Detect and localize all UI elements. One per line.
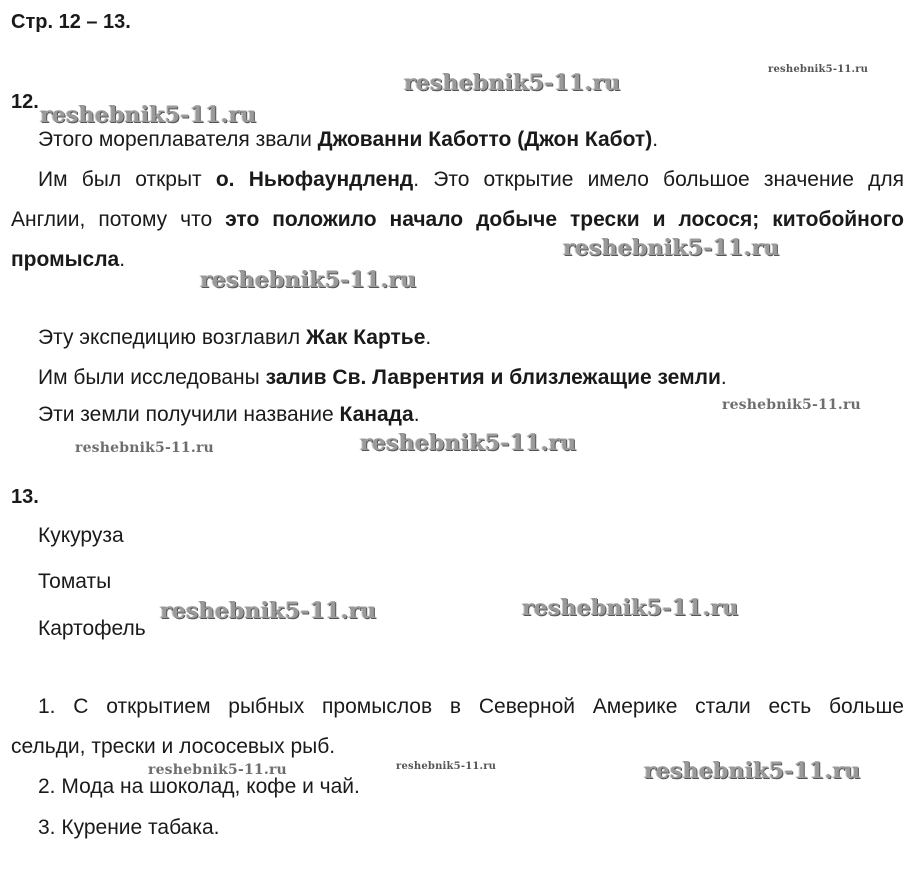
answer-bold: Джованни Каботто (Джон Кабот)	[317, 128, 653, 151]
answer-bold: Жак Картье	[305, 326, 426, 349]
watermark: reshebnik5-11.ru	[722, 397, 861, 413]
watermark: reshebnik5-11.ru	[148, 762, 287, 778]
text: Эту экспедицию возглавил	[38, 326, 306, 349]
watermark: reshebnik5-11.ru	[200, 267, 417, 293]
text: .	[413, 403, 420, 426]
task-13-answer-2: 2. Мода на шоколад, кофе и чай.	[38, 775, 360, 798]
task-12-paragraph-5	[38, 403, 420, 427]
task-13-answer-1-line-2: сельди, трески и лососевых рыб.	[11, 735, 336, 758]
watermark: reshebnik5-11.ru	[644, 758, 861, 784]
watermark: reshebnik5-11.ru	[768, 64, 869, 75]
task-13-answer-1-line-1: 1. С открытием рыбных промыслов в Северной Америке стали есть больше	[38, 695, 904, 718]
text: .	[119, 248, 126, 271]
task-12-paragraph-1	[38, 128, 658, 152]
answer-bold: о. Ньюфаундленд	[215, 168, 414, 191]
answer-bold: залив Св. Лаврентия и близлежащие земли	[265, 366, 721, 389]
task-12-paragraph-4	[38, 366, 727, 390]
text: Этого мореплавателя звали	[38, 128, 318, 151]
task-13-number: 13.	[11, 486, 39, 508]
text: . Это открытие имело большое значение для	[413, 168, 905, 191]
answer-bold: промысла	[11, 248, 120, 271]
list-item: Томаты	[38, 570, 112, 593]
task-13-answer-3: 3. Курение табака.	[38, 816, 220, 839]
answer-bold: Канада	[339, 403, 414, 426]
text: Им был открыт	[38, 168, 216, 191]
task-12-paragraph-2-line-3	[11, 248, 125, 272]
answer-bold: это положило начало добыче трески и лосося; китобойного	[225, 208, 904, 231]
text: .	[652, 128, 659, 151]
task-12-number: 12.	[11, 91, 39, 113]
page-range-heading: Стр. 12 – 13.	[11, 11, 131, 33]
watermark: reshebnik5-11.ru	[160, 598, 377, 624]
text: Им были исследованы	[38, 366, 266, 389]
text: Эти земли получили название	[38, 403, 340, 426]
task-12-paragraph-2-line-1	[38, 168, 904, 192]
watermark: reshebnik5-11.ru	[75, 440, 214, 456]
task-12-paragraph-3	[38, 326, 431, 350]
watermark: reshebnik5-11.ru	[40, 102, 257, 128]
text: .	[720, 366, 727, 389]
list-item: Картофель	[38, 617, 146, 640]
task-12-paragraph-2-line-2	[11, 208, 904, 232]
text: .	[425, 326, 432, 349]
watermark: reshebnik5-11.ru	[360, 430, 577, 456]
watermark: reshebnik5-11.ru	[522, 595, 739, 621]
text: Англии, потому что	[11, 208, 226, 231]
watermark: reshebnik5-11.ru	[404, 70, 621, 96]
watermark: reshebnik5-11.ru	[563, 235, 780, 261]
watermark: reshebnik5-11.ru	[396, 761, 497, 772]
list-item: Кукуруза	[38, 524, 124, 547]
